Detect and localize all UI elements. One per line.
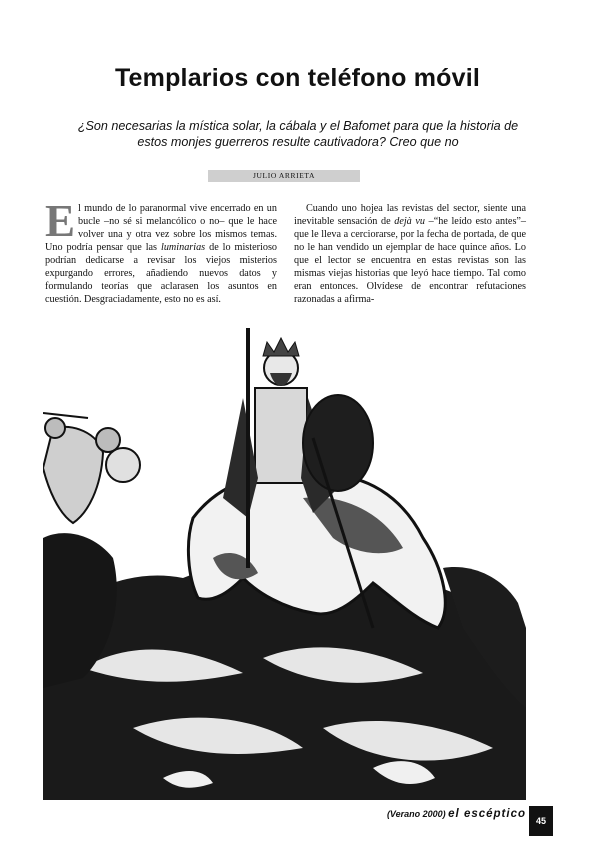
left-column-emphasis: luminarias bbox=[160, 242, 206, 253]
drop-cap: E bbox=[45, 196, 76, 246]
knight-crown bbox=[263, 338, 299, 356]
left-column-text bbox=[45, 196, 277, 306]
left-soldier bbox=[43, 427, 103, 523]
left-column-part1: l mundo de lo paranormal vive encerrado en un bucle –no sé si melancólico o no– que le hace volver una y otra vez sobre los mismos temas. Uno podría pensar que las bbox=[45, 203, 277, 253]
article-title: Templarios con teléfono móvil bbox=[114, 64, 481, 92]
left-column-part2: de lo misterioso podrían dedicarse a revisar los viejos misterios expurgando errores, añadiendo nuevos datos y formulando teorías que aclarasen los asuntos en cuestión. Desgraciadamente, esto no es así. bbox=[45, 242, 277, 305]
left-soldier-helmet-2 bbox=[45, 418, 65, 438]
spear bbox=[43, 413, 88, 418]
page-number: 45 bbox=[529, 806, 553, 836]
right-column-emphasis: dejà vu bbox=[394, 216, 426, 227]
issue-date: (Verano 2000) bbox=[386, 809, 446, 819]
right-column-part2: –“he leído esto antes”– que le lleva a cerciorarse, por la fecha de portada, de que no le han vendido un ejemplar de hace quince años. Lo que el lector se encuentra en estas revistas son las mismas viejas historias que leyó hace tiempo. Tal como eran entonces. Olvídese de encontrar refutaciones razonadas a afirma- bbox=[294, 216, 527, 305]
templar-battle-illustration bbox=[43, 328, 526, 800]
page-footer bbox=[360, 808, 526, 820]
round-shield bbox=[106, 448, 140, 482]
right-column-part1: Cuando uno hojea las revistas del sector, siente una inevitable sensación de bbox=[294, 203, 526, 227]
right-column-text bbox=[294, 202, 526, 306]
author-byline: JULIO ARRIETA bbox=[208, 170, 360, 182]
article-subtitle: ¿Son necesarias la mística solar, la cábala y el Bafomet para que la historia de estos monjes guerreros resulte cautivadora? Creo que no bbox=[77, 119, 519, 149]
magazine-name: el escéptico bbox=[448, 808, 526, 820]
knight-body bbox=[255, 388, 307, 483]
